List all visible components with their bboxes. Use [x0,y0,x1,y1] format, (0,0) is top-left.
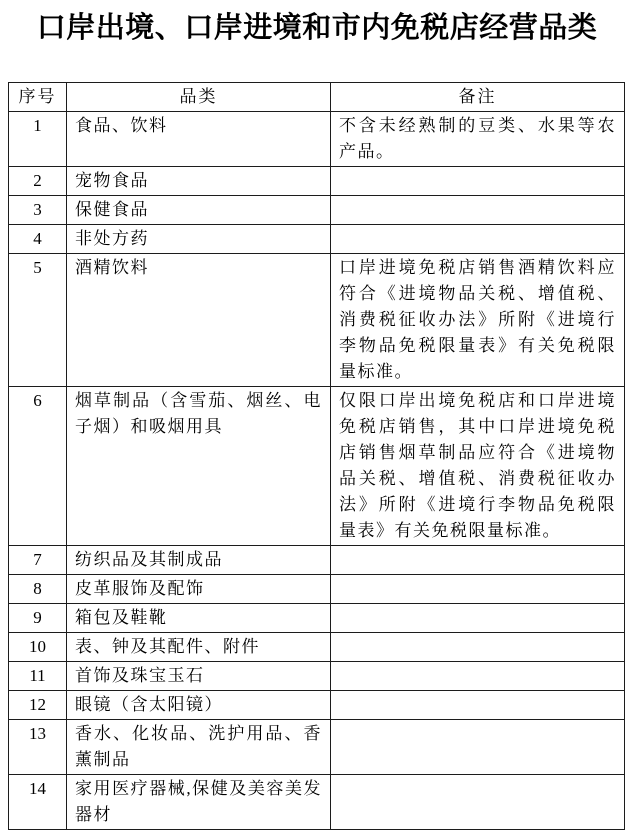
remark-cell: 口岸进境免税店销售酒精饮料应符合《进境物品关税、增值税、消费税征收办法》所附《进境行李物品免税限量表》有关免税限量标准。 [331,254,625,387]
header-serial-number: 序号 [9,83,67,112]
category-cell: 眼镜（含太阳镜） [67,691,331,720]
table-row [9,604,625,633]
category-cell: 皮革服饰及配饰 [67,575,331,604]
table-body [9,112,625,830]
remark-cell [331,691,625,720]
table-row [9,691,625,720]
table-row [9,196,625,225]
row-number-cell: 5 [9,254,67,387]
row-number-cell: 14 [9,775,67,830]
category-cell: 烟草制品（含雪茄、烟丝、电子烟）和吸烟用具 [67,387,331,546]
table-row [9,387,625,546]
row-number-cell: 11 [9,662,67,691]
category-cell: 纺织品及其制成品 [67,546,331,575]
remark-cell [331,167,625,196]
table-row [9,662,625,691]
page-title: 口岸出境、口岸进境和市内免税店经营品类 [36,12,598,44]
remark-cell [331,225,625,254]
remark-cell [331,662,625,691]
category-cell: 表、钟及其配件、附件 [67,633,331,662]
document-page [0,8,634,824]
category-cell: 保健食品 [67,196,331,225]
row-number-cell: 1 [9,112,67,167]
remark-cell [331,633,625,662]
table-row [9,254,625,387]
table-header [9,83,625,112]
remark-cell: 仅限口岸出境免税店和口岸进境免税店销售，其中口岸进境免税店销售烟草制品应符合《进境物品关税、增值税、消费税征收办法》所附《进境行李物品免税限量表》有关免税限量标准。 [331,387,625,546]
header-category: 品类 [67,83,331,112]
table-row [9,575,625,604]
remark-cell: 不含未经熟制的豆类、水果等农产品。 [331,112,625,167]
table-row [9,546,625,575]
remark-cell [331,196,625,225]
remark-cell [331,720,625,775]
row-number-cell: 12 [9,691,67,720]
table-row [9,720,625,775]
row-number-cell: 10 [9,633,67,662]
remark-cell [331,575,625,604]
table-row [9,633,625,662]
category-cell: 香水、化妆品、洗护用品、香薰制品 [67,720,331,775]
category-cell: 非处方药 [67,225,331,254]
row-number-cell: 8 [9,575,67,604]
remark-cell [331,775,625,830]
table-row [9,775,625,830]
row-number-cell: 7 [9,546,67,575]
category-cell: 家用医疗器械,保健及美容美发器材 [67,775,331,830]
category-cell: 酒精饮料 [67,254,331,387]
table-row [9,167,625,196]
header-remark: 备注 [331,83,625,112]
row-number-cell: 3 [9,196,67,225]
category-cell: 宠物食品 [67,167,331,196]
category-table [8,82,625,830]
table-header-row [9,83,625,112]
row-number-cell: 4 [9,225,67,254]
row-number-cell: 6 [9,387,67,546]
category-cell: 食品、饮料 [67,112,331,167]
category-cell: 箱包及鞋靴 [67,604,331,633]
row-number-cell: 9 [9,604,67,633]
row-number-cell: 13 [9,720,67,775]
row-number-cell: 2 [9,167,67,196]
remark-cell [331,604,625,633]
table-row [9,112,625,167]
remark-cell [331,546,625,575]
table-row [9,225,625,254]
category-cell: 首饰及珠宝玉石 [67,662,331,691]
